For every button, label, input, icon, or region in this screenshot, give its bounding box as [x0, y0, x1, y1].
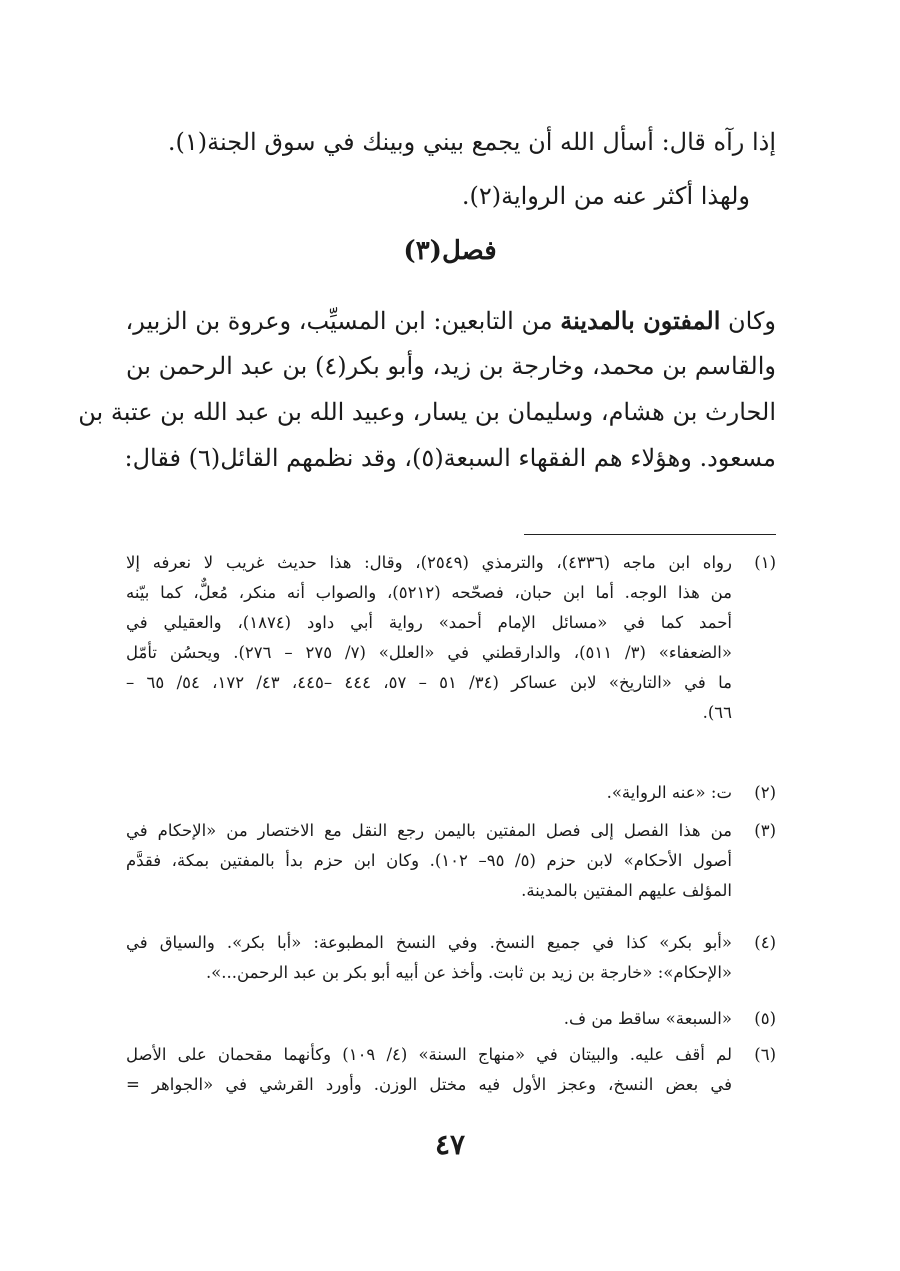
section-heading: فصل(٣)	[403, 236, 497, 266]
paragraph-line-1: وكان المفتون بالمدينة من التابعين: ابن المسيِّب، وعروة بن الزبير،	[125, 306, 776, 335]
footnote-2	[126, 778, 776, 808]
footnote-line: «أبو بكر» كذا في جميع النسخ. وفي النسخ المطبوعة: «أبا بكر». والسياق في	[126, 933, 732, 952]
text-line-2: ولهذا أكثر عنه من الرواية(٢).	[461, 182, 750, 210]
footnote-number: (١)	[754, 553, 776, 572]
footnote-number: (٣)	[754, 821, 776, 840]
footnote-line: المؤلف عليهم المفتين بالمدينة.	[521, 881, 732, 900]
footnote-line: ما في «التاريخ» لابن عساكر (٣٤/ ٥١ – ٥٧، ٤٤٤ –٤٤٥، ٤٣/ ١٧٢، ٥٤/ ٦٥ –	[126, 673, 732, 692]
footnote-line: «الإحكام»: «خارجة بن زيد بن ثابت. وأخذ عن أبيه أبو بكر بن عبد الرحمن...».	[205, 963, 732, 982]
footnote-line: من هذا الوجه. أما ابن حبان، فصحّحه (٥٢١٢)، والصواب أنه منكر، مُعلٌّ، كما بيّنه	[126, 583, 732, 602]
footnote-line: «السبعة» ساقط من ف.	[563, 1009, 732, 1028]
text-line-1: إذا رآه قال: أسأل الله أن يجمع بيني وبينك في سوق الجنة(١).	[167, 128, 776, 156]
footnote-number: (٥)	[754, 1009, 776, 1028]
footnote-line: من هذا الفصل إلى فصل المفتين باليمن رجع النقل مع الاختصار من «الإحكام في	[126, 821, 732, 840]
footnote-3	[126, 816, 776, 906]
footnote-line: أصول الأحكام» لابن حزم (٥/ ٩٥– ١٠٢). وكان ابن حزم بدأ بالمفتين بمكة، فقدَّم	[126, 851, 732, 870]
footnote-divider	[524, 534, 776, 535]
paragraph-line-4: مسعود. وهؤلاء هم الفقهاء السبعة(٥)، وقد نظمهم القائل(٦) فقال:	[124, 444, 776, 472]
footnote-number: (٦)	[754, 1045, 776, 1064]
page-number: ٤٧	[434, 1128, 466, 1161]
footnote-4	[126, 928, 776, 988]
footnote-number: (٢)	[754, 783, 776, 802]
footnote-line: رواه ابن ماجه (٤٣٣٦)، والترمذي (٢٥٤٩)، وقال: هذا حديث غريب لا نعرفه إلا	[126, 553, 732, 572]
footnote-line: في بعض النسخ، وعجز الأول فيه مختل الوزن. وأورد القرشي في «الجواهر =	[126, 1075, 732, 1094]
paragraph-line-3: الحارث بن هشام، وسليمان بن يسار، وعبيد الله بن عبد الله بن عتبة بن	[78, 398, 776, 426]
footnote-5	[126, 1004, 776, 1034]
footnote-number: (٤)	[754, 933, 776, 952]
footnote-line: ٦٦).	[702, 703, 732, 722]
bold-phrase: المفتون بالمدينة	[560, 306, 721, 335]
footnote-1	[126, 548, 776, 728]
footnote-6	[126, 1040, 776, 1100]
footnote-line: لم أقف عليه. والبيتان في «منهاج السنة» (٤/ ١٠٩) وكأنهما مقحمان على الأصل	[126, 1045, 732, 1064]
paragraph-line-2: والقاسم بن محمد، وخارجة بن زيد، وأبو بكر(٤) بن عبد الرحمن بن	[126, 352, 776, 380]
footnote-line: «الضعفاء» (٣/ ٥١١)، والدارقطني في «العلل» (٧/ ٢٧٥ – ٢٧٦). ويحسُن تأمّل	[126, 643, 732, 662]
footnote-line: ت: «عنه الرواية».	[606, 783, 732, 802]
footnote-line: أحمد كما في «مسائل الإمام أحمد» رواية أبي داود (١٨٧٤)، والعقيلي في	[126, 613, 732, 632]
